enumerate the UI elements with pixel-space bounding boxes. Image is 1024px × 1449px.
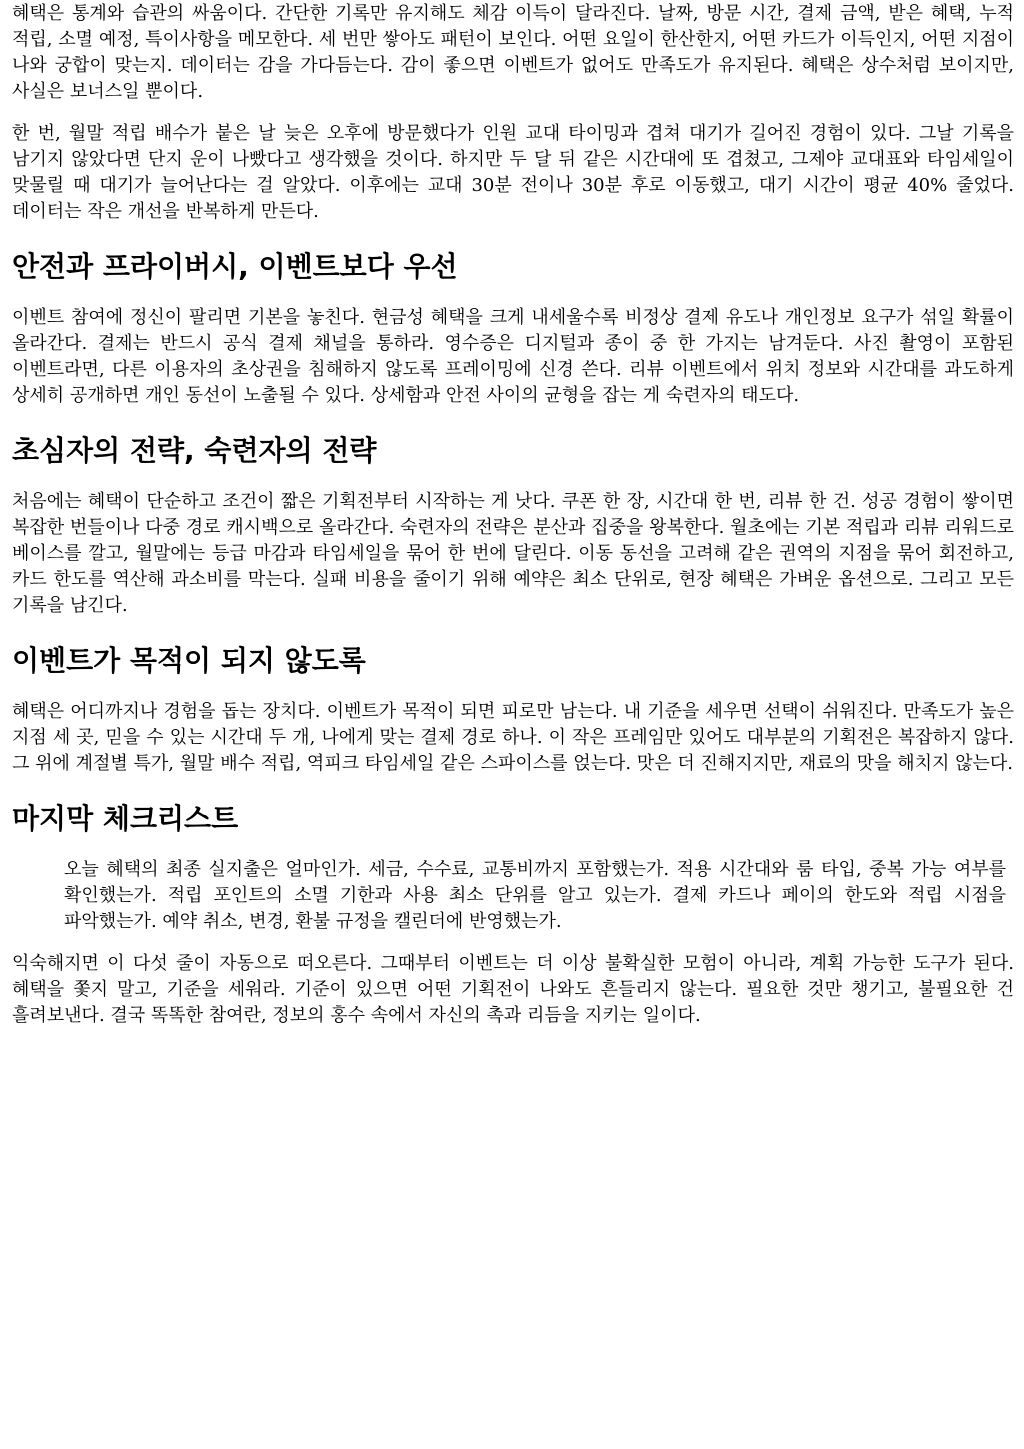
section-heading-strategy: 초심자의 전략, 숙련자의 전략 (12, 434, 377, 467)
intro-paragraph-2: 한 번, 월말 적립 배수가 붙은 날 늦은 오후에 방문했다가 인원 교대 타이밍과 겹쳐 대기가 길어진 경험이 있다. 그날 기록을 남기지 않았다면 단지 운이 나빴다고 생각했을 것이다. 하지만 두 달 뒤 같은 시간대에 또 겹쳤고, 그제야 교대표와 타임세일이 맞물릴 때 대기가 늘어난다는 걸 알았다. 이후에는 교대 30분 전이나 30분 후로 이동했고, 대기 시간이 평균 40% 줄었다. 데이터는 작은 개선을 반복하게 만든다. (12, 123, 1014, 222)
checklist-quote-text: 오늘 혜택의 최종 실지출은 얼마인가. 세금, 수수료, 교통비까지 포함했는가. 적용 시간대와 룸 타입, 중복 가능 여부를 확인했는가. 적립 포인트의 소멸 기한과 사용 최소 단위를 알고 있는가. 결제 카드나 페이의 한도와 적립 시점을 파악했는가. 예약 취소, 변경, 환불 규정을 캘린더에 반영했는가. (64, 859, 1006, 932)
section-body-purpose: 혜택은 어디까지나 경험을 돕는 장치다. 이벤트가 목적이 되면 피로만 남는다. 내 기준을 세우면 선택이 쉬워진다. 만족도가 높은 지점 세 곳, 믿을 수 있는 시간대 두 개, 나에게 맞는 결제 경로 하나. 이 작은 프레임만 있어도 대부분의 기획전은 복잡하지 않다. 그 위에 계절별 특가, 월말 배수 적립, 역피크 타임세일 같은 스파이스를 얹는다. 맛은 더 진해지지만, 재료의 맛을 해치지 않는다. (12, 701, 1014, 774)
section-heading-purpose: 이벤트가 목적이 되지 않도록 (12, 644, 366, 677)
section-heading-safety: 안전과 프라이버시, 이벤트보다 우선 (12, 250, 458, 283)
section-body-checklist: 익숙해지면 이 다섯 줄이 자동으로 떠오른다. 그때부터 이벤트는 더 이상 불확실한 모험이 아니라, 계획 가능한 도구가 된다. 혜택을 쫓지 말고, 기준을 세워라. 기준이 있으면 어떤 기획전이 나와도 흔들리지 않는다. 필요한 것만 챙기고, 불필요한 건 흘려보낸다. 결국 똑똑한 참여란, 정보의 홍수 속에서 자신의 촉과 리듬을 지키는 일이다. (12, 953, 1014, 1026)
checklist-quote (12, 857, 1014, 935)
section-heading-checklist: 마지막 체크리스트 (12, 802, 239, 835)
section-body-strategy: 처음에는 혜택이 단순하고 조건이 짧은 기획전부터 시작하는 게 낫다. 쿠폰 한 장, 시간대 한 번, 리뷰 한 건. 성공 경험이 쌓이면 복잡한 번들이나 다중 경로 캐시백으로 올라간다. 숙련자의 전략은 분산과 집중을 왕복한다. 월초에는 기본 적립과 리뷰 리워드로 베이스를 깔고, 월말에는 등급 마감과 타임세일을 묶어 한 번에 달린다. 이동 동선을 고려해 같은 권역의 지점을 묶어 회전하고, 카드 한도를 역산해 과소비를 막는다. 실패 비용을 줄이기 위해 예약은 최소 단위로, 현장 혜택은 가벼운 옵션으로. 그리고 모든 기록을 남긴다. (12, 491, 1014, 616)
section-body-safety: 이벤트 참여에 정신이 팔리면 기본을 놓친다. 현금성 혜택을 크게 내세울수록 비정상 결제 유도나 개인정보 요구가 섞일 확률이 올라간다. 결제는 반드시 공식 결제 채널을 통하라. 영수증은 디지털과 종이 중 한 가지는 남겨둔다. 사진 촬영이 포함된 이벤트라면, 다른 이용자의 초상권을 침해하지 않도록 프레이밍에 신경 쓴다. 리뷰 이벤트에서 위치 정보와 시간대를 과도하게 상세히 공개하면 개인 동선이 노출될 수 있다. 상세함과 안전 사이의 균형을 잡는 게 숙련자의 태도다. (12, 307, 1014, 406)
article (0, 1, 1024, 1029)
intro-paragraph-1: 혜택은 통계와 습관의 싸움이다. 간단한 기록만 유지해도 체감 이득이 달라진다. 날짜, 방문 시간, 결제 금액, 받은 혜택, 누적 적립, 소멸 예정, 특이사항을 메모한다. 세 번만 쌓아도 패턴이 보인다. 어떤 요일이 한산한지, 어떤 카드가 이득인지, 어떤 지점이 나와 궁합이 맞는지. 데이터는 감을 가다듬는다. 감이 좋으면 이벤트가 없어도 만족도가 유지된다. 혜택은 상수처럼 보이지만, 사실은 보너스일 뿐이다. (12, 3, 1014, 102)
